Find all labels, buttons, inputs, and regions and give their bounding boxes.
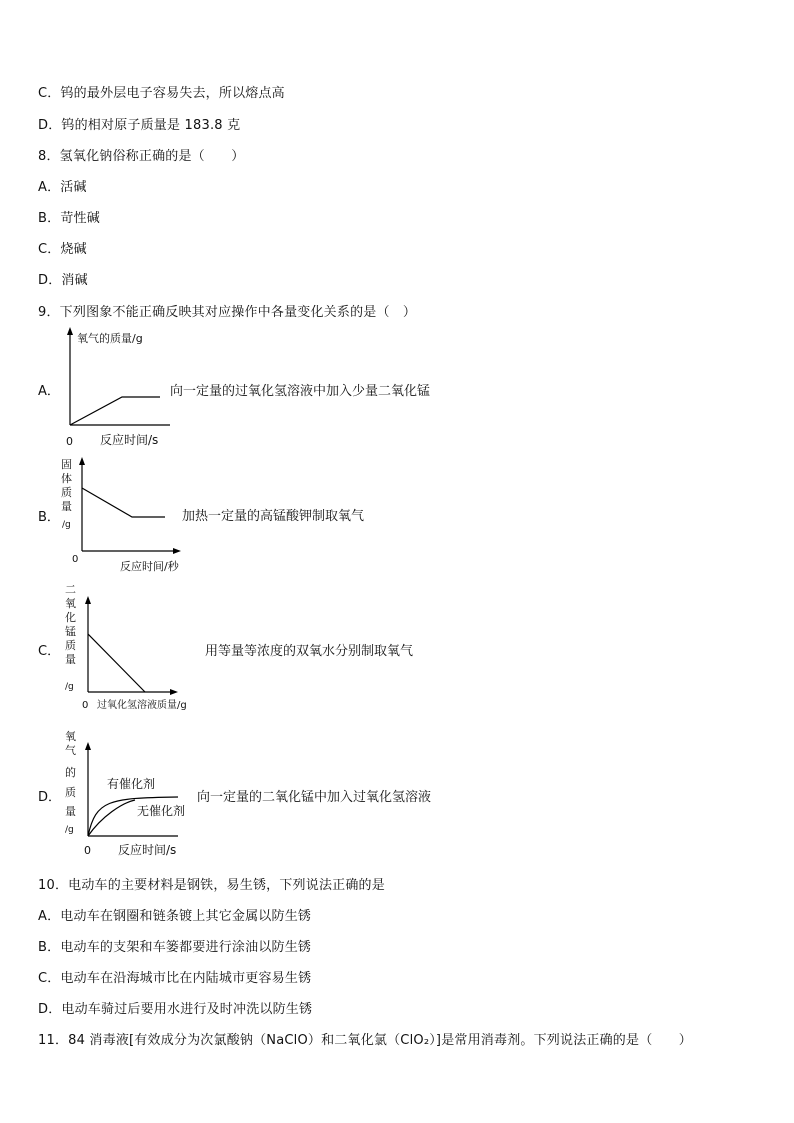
y-axis-arrow <box>85 742 91 750</box>
q9-figure-c-graph <box>60 582 220 717</box>
y-label-line-4: 量 <box>61 500 72 513</box>
y-axis-arrow <box>85 596 91 604</box>
x-axis-label: 过氧化氢溶液质量/g <box>97 700 187 711</box>
q10-option-d: D．电动车骑过后要用水进行及时冲洗以防生锈 <box>38 1002 313 1017</box>
q11-stem: 11．84 消毒液[有效成分为次氯酸钠（NaClO）和二氧化氯（ClO₂）]是常用消毒剂。下列说法正确的是（ ） <box>38 1033 693 1048</box>
y-label-line-1: 氧 <box>65 730 76 743</box>
x-axis-label: 反应时间/s <box>100 433 159 447</box>
q9-figure-d-caption: 向一定量的二氧化锰中加入过氧化氢溶液 <box>197 790 432 805</box>
q8-stem: 8．氢氧化钠俗称正确的是（ ） <box>38 149 245 164</box>
x-axis-label: 反应时间/s <box>118 843 177 857</box>
curve-without-catalyst <box>88 800 135 836</box>
q10-stem: 10．电动车的主要材料是钢铁，易生锈，下列说法正确的是 <box>38 878 385 893</box>
y-axis-label: 氧气的质量/g <box>77 332 143 345</box>
q8-option-d: D．消碱 <box>38 273 88 288</box>
curve-label-with-catalyst: 有催化剂 <box>107 777 156 791</box>
q9-figure-c-label: C． <box>38 644 61 659</box>
q10-option-a: A．电动车在钢圈和链条镀上其它金属以防生锈 <box>38 909 312 924</box>
y-label-line-3: 的 <box>65 766 76 779</box>
q10-option-c: C．电动车在沿海城市比在内陆城市更容易生锈 <box>38 971 312 986</box>
y-label-line-2: 气 <box>65 744 76 757</box>
x-axis-arrow <box>173 548 181 554</box>
y-label-line-7: /g <box>65 682 74 692</box>
curve <box>82 488 165 517</box>
y-label-line-2: 氧 <box>65 597 76 610</box>
y-label-line-1: 固 <box>61 458 72 471</box>
origin-label: 0 <box>66 435 73 448</box>
q8-option-a: A．活碱 <box>38 180 87 195</box>
y-label-line-5: 量 <box>65 805 76 818</box>
q8-option-b: B．苛性碱 <box>38 211 100 226</box>
q9-figure-d-label: D． <box>38 790 62 805</box>
curve <box>88 634 145 692</box>
q7-option-d: D．钨的相对原子质量是 183.8 克 <box>38 118 241 133</box>
origin-label: 0 <box>72 554 79 565</box>
y-label-line-3: 化 <box>65 611 76 624</box>
q9-figure-b-graph <box>55 455 195 575</box>
q9-figure-a-label: A． <box>38 384 60 399</box>
curve-label-without-catalyst: 无催化剂 <box>137 804 186 818</box>
origin-label: 0 <box>84 844 91 857</box>
q7-option-c: C．钨的最外层电子容易失去，所以熔点高 <box>38 86 285 101</box>
y-axis-arrow <box>67 327 73 335</box>
y-label-line-6: 量 <box>65 653 76 666</box>
x-axis-label: 反应时间/秒 <box>120 560 179 573</box>
q9-figure-c-caption: 用等量等浓度的双氧水分别制取氧气 <box>205 644 414 659</box>
q8-option-c: C．烧碱 <box>38 242 87 257</box>
y-label-line-3: 质 <box>61 486 72 499</box>
y-label-line-2: 体 <box>61 472 72 485</box>
origin-label: 0 <box>82 700 89 711</box>
q10-option-b: B．电动车的支架和车篓都要进行涂油以防生锈 <box>38 940 312 955</box>
y-label-line-5: 质 <box>65 639 76 652</box>
curve <box>70 397 160 425</box>
q9-figure-a-caption: 向一定量的过氧化氢溶液中加入少量二氧化锰 <box>170 384 431 399</box>
q9-figure-b-caption: 加热一定量的高锰酸钾制取氧气 <box>182 509 365 524</box>
y-label-line-1: 二 <box>65 583 76 596</box>
q9-figure-d-graph <box>60 728 210 863</box>
q9-stem: 9．下列图象不能正确反映其对应操作中各量变化关系的是（ ） <box>38 305 417 320</box>
x-axis-arrow <box>170 689 178 695</box>
q9-figure-b-label: B． <box>38 510 60 525</box>
y-axis-arrow <box>79 457 85 465</box>
y-label-line-6: /g <box>65 825 74 835</box>
y-label-line-4: 质 <box>65 786 76 799</box>
y-label-line-5: /g <box>62 520 71 530</box>
y-label-line-4: 锰 <box>65 625 76 638</box>
